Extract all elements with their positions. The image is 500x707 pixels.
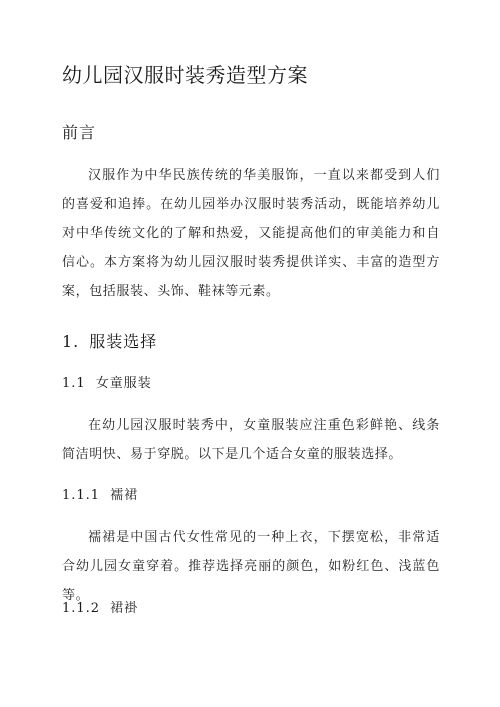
section-1-heading bbox=[62, 331, 157, 353]
section-1-1-2-title: 裙褂 bbox=[110, 601, 139, 616]
section-1-1-number: 1.1 bbox=[62, 376, 86, 391]
section-1-1-1-heading bbox=[62, 487, 138, 505]
section-1-1-1-paragraph: 襦裙是中国古代女性常见的一种上衣，下摆宽松，非常适合幼儿园女童穿着。推荐选择亮丽的颜色，如粉红色、浅蓝色等。 bbox=[62, 530, 440, 603]
preface-paragraph: 汉服作为中华民族传统的华美服饰，一直以来都受到人们的喜爱和追捧。在幼儿园举办汉服时装秀活动，既能培养幼儿对中华传统文化的了解和热爱，又能提高他们的审美能力和自信心。本方案将为幼儿园汉服时装秀提供详实、丰富的造型方案，包括服装、头饰、鞋袜等元素。 bbox=[62, 168, 440, 299]
section-1-1-heading bbox=[62, 375, 152, 393]
section-1-title: 服装选择 bbox=[89, 332, 158, 351]
section-1-number: 1. bbox=[62, 332, 80, 351]
section-1-1-paragraph: 在幼儿园汉服时装秀中，女童服装应注重色彩鲜艳、线条简洁明快、易于穿脱。以下是几个适合女童的服装选择。 bbox=[62, 418, 440, 462]
section-1-1-1-number: 1.1.1 bbox=[62, 488, 101, 503]
document-title: 幼儿园汉服时装秀造型方案 bbox=[62, 63, 308, 87]
section-1-1-2-heading bbox=[62, 600, 138, 618]
section-1-1-title: 女童服装 bbox=[95, 376, 152, 391]
section-1-1-2-number: 1.1.2 bbox=[62, 601, 101, 616]
section-1-1-1-title: 襦裙 bbox=[110, 488, 139, 503]
preface-heading: 前言 bbox=[62, 123, 97, 142]
